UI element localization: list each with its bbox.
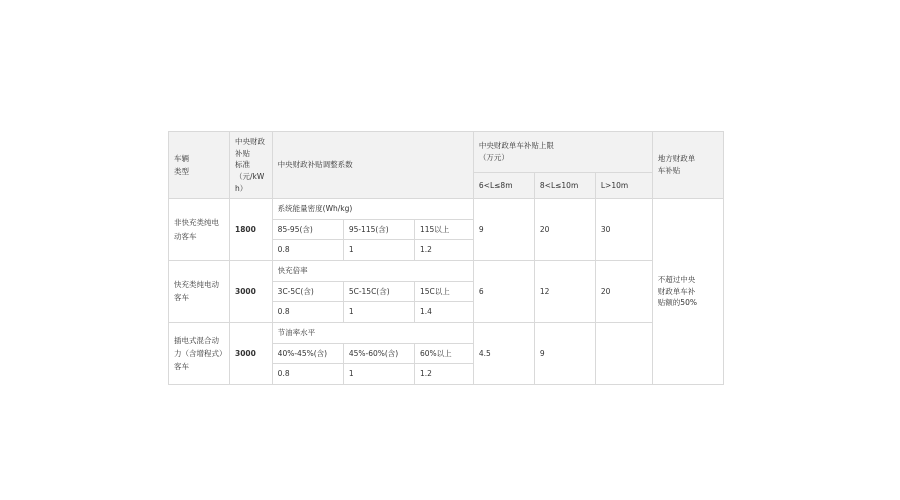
row-1-band-1: 5C-15C(含) bbox=[343, 281, 414, 302]
row-0-metric-label: 系统能量密度(Wh/kg) bbox=[272, 199, 473, 220]
row-0-band-0: 85-95(含) bbox=[272, 219, 343, 240]
header-cap-col-2: L>10m bbox=[595, 172, 652, 198]
row-2-type-line1: 插电式混合动 bbox=[174, 335, 219, 345]
row-0-band-1: 95-115(含) bbox=[343, 219, 414, 240]
row-0-type-line1: 非快充类纯电 bbox=[174, 218, 219, 228]
local-subsidy-note-line2: 财政单车补 bbox=[657, 286, 696, 296]
row-2-coef-0: 0.8 bbox=[272, 364, 343, 385]
table-row bbox=[169, 199, 724, 220]
header-vehicle-type-line1: 车辆 bbox=[174, 153, 189, 163]
header-cap-line1: 中央财政单车补贴上限 bbox=[478, 141, 554, 151]
row-2-type-line3: 客车 bbox=[174, 361, 189, 371]
table-row bbox=[169, 261, 724, 282]
row-0-standard: 1800 bbox=[229, 199, 272, 261]
header-central-standard bbox=[229, 132, 272, 199]
header-vehicle-type bbox=[169, 132, 230, 199]
row-1-coef-1: 1 bbox=[343, 302, 414, 323]
row-0-cap-1: 20 bbox=[534, 199, 595, 261]
row-2-band-2: 60%以上 bbox=[414, 343, 473, 364]
row-2-standard: 3000 bbox=[229, 322, 272, 384]
header-local-subsidy-line1: 地方财政单 bbox=[657, 154, 696, 164]
row-1-cap-1: 12 bbox=[534, 261, 595, 323]
table-row bbox=[169, 322, 724, 343]
header-central-standard-line1: 中央财政补贴 bbox=[234, 137, 265, 158]
header-cap-group bbox=[473, 132, 652, 173]
row-2-cap-0: 4.5 bbox=[473, 322, 534, 384]
row-2-coef-2: 1.2 bbox=[414, 364, 473, 385]
local-subsidy-note-line3: 贴额的50% bbox=[657, 298, 697, 308]
subsidy-table-container bbox=[168, 131, 724, 385]
local-subsidy-note-line1: 不超过中央 bbox=[657, 275, 696, 284]
row-2-band-1: 45%-60%(含) bbox=[343, 343, 414, 364]
row-1-band-0: 3C-5C(含) bbox=[272, 281, 343, 302]
row-2-coef-1: 1 bbox=[343, 364, 414, 385]
header-cap-line2: （万元） bbox=[478, 152, 509, 162]
row-0-coef-2: 1.2 bbox=[414, 240, 473, 261]
row-0-cap-2: 30 bbox=[595, 199, 652, 261]
subsidy-table bbox=[168, 131, 724, 385]
row-1-standard: 3000 bbox=[229, 261, 272, 323]
row-2-type-line2: 力（含增程式） bbox=[174, 348, 227, 358]
header-cap-col-1: 8<L≤10m bbox=[534, 172, 595, 198]
row-0-band-2: 115以上 bbox=[414, 219, 473, 240]
row-1-coef-0: 0.8 bbox=[272, 302, 343, 323]
row-0-vehicle-type bbox=[169, 199, 230, 261]
row-1-metric-label: 快充倍率 bbox=[272, 261, 473, 282]
row-2-band-0: 40%-45%(含) bbox=[272, 343, 343, 364]
row-2-metric-label: 节油率水平 bbox=[272, 322, 473, 343]
header-central-standard-line3: （元/kWh） bbox=[234, 171, 265, 193]
row-0-coef-1: 1 bbox=[343, 240, 414, 261]
row-1-type-line1: 快充类纯电动 bbox=[174, 280, 219, 290]
row-1-type-line2: 客车 bbox=[174, 293, 189, 303]
row-1-vehicle-type bbox=[169, 261, 230, 323]
row-1-band-2: 15C以上 bbox=[414, 281, 473, 302]
row-0-cap-0: 9 bbox=[473, 199, 534, 261]
row-2-cap-1: 9 bbox=[534, 322, 595, 384]
header-cap-col-0: 6<L≤8m bbox=[473, 172, 534, 198]
row-0-type-line2: 动客车 bbox=[174, 231, 197, 241]
row-2-vehicle-type bbox=[169, 322, 230, 384]
row-1-cap-2: 20 bbox=[595, 261, 652, 323]
header-central-standard-line2: 标准 bbox=[234, 160, 250, 170]
row-2-cap-2 bbox=[595, 322, 652, 384]
local-subsidy-note bbox=[652, 199, 723, 385]
header-local-subsidy bbox=[652, 132, 723, 199]
row-0-coef-0: 0.8 bbox=[272, 240, 343, 261]
header-adjust-coefficient: 中央财政补贴调整系数 bbox=[272, 132, 473, 199]
header-vehicle-type-line2: 类型 bbox=[174, 167, 189, 177]
row-1-cap-0: 6 bbox=[473, 261, 534, 323]
table-header-row bbox=[169, 132, 724, 173]
row-1-coef-2: 1.4 bbox=[414, 302, 473, 323]
header-local-subsidy-line2: 车补贴 bbox=[657, 166, 681, 176]
